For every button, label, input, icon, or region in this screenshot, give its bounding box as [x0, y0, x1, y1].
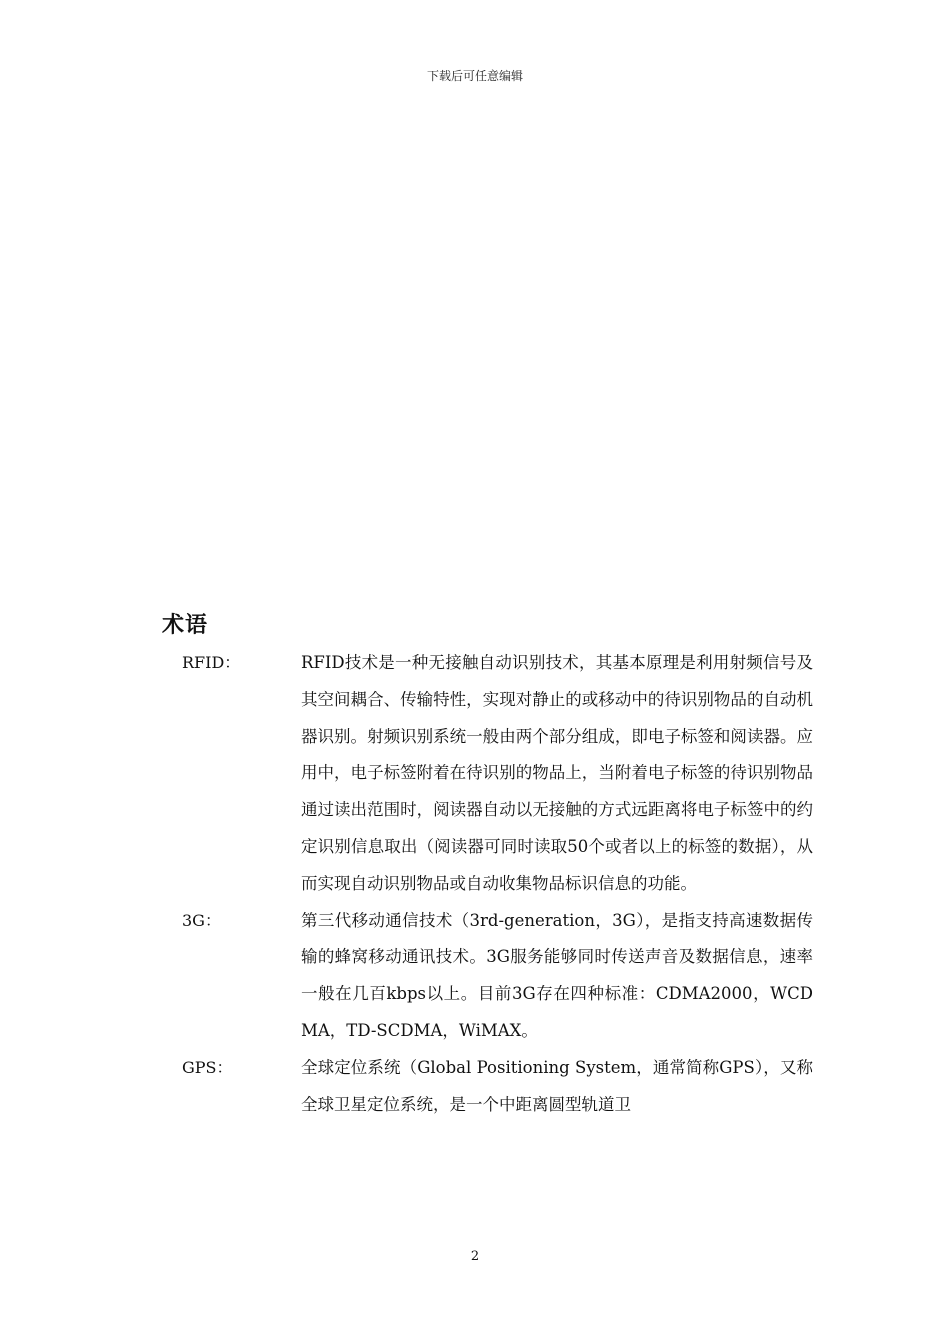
term-definition: 全球定位系统（Global Positioning System，通常简称GPS），又称全球卫星定位系统，是一个中距离圆型轨道卫: [301, 1057, 813, 1114]
term-definition: 第三代移动通信技术（3rd-generation，3G），是指支持高速数据传输的蜂窝移动通讯技术。3G服务能够同时传送声音及数据信息，速率一般在几百kbps以上。目前3G存在四种标准：CDMA2000，WCDMA，TD-SCDMA，WiMAX。: [301, 910, 813, 1040]
term-row-gps: [0, 1050, 950, 1124]
term-label: 3G：: [182, 910, 221, 930]
page-header-note: 下载后可任意编辑: [426, 69, 523, 83]
term-definition: RFID技术是一种无接触自动识别技术，其基本原理是利用射频信号及其空间耦合、传输特性，实现对静止的或移动中的待识别物品的自动机器识别。射频识别系统一般由两个部分组成，即电子标签和阅读器。应用中，电子标签附着在待识别的物品上，当附着电子标签的待识别物品通过读出范围时，阅读器自动以无接触的方式远距离将电子标签中的约定识别信息取出（阅读器可同时读取50个或者以上的标签的数据），从而实现自动识别物品或自动收集物品标识信息的功能。: [301, 653, 813, 893]
term-row-rfid: [0, 645, 950, 903]
term-row-3g: [0, 903, 950, 1050]
term-label: GPS：: [182, 1057, 233, 1077]
section-title: 术语: [162, 613, 209, 638]
page-number: 2: [470, 1249, 480, 1264]
terms-list: [0, 645, 950, 1123]
term-label: RFID：: [182, 653, 241, 672]
